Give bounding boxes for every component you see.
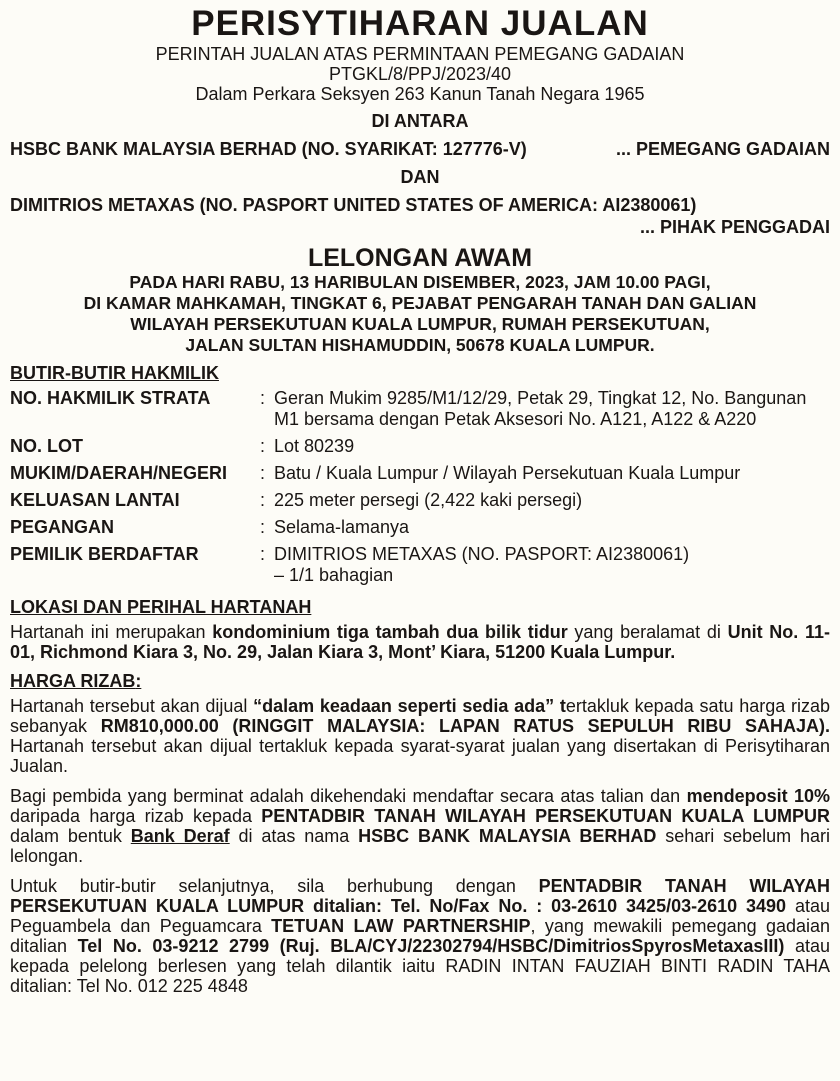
location-heading: LOKASI DAN PERIHAL HARTANAH [10, 597, 312, 617]
location-text: yang beralamat di [567, 622, 728, 642]
detail-colon: : [260, 388, 266, 408]
detail-value-line-1: DIMITRIOS METAXAS (NO. PASPORT: AI2380061) [274, 544, 690, 564]
detail-row [10, 544, 830, 586]
auction-line-3: WILAYAH PERSEKUTUAN KUALA LUMPUR, RUMAH PERSEKUTUAN, [130, 314, 710, 334]
notice-title: PERISYTIHARAN JUALAN [191, 4, 649, 43]
detail-row [10, 388, 830, 430]
contact-text: , yang mewakili pemegang gadaian ditalian [10, 916, 831, 956]
land-office-contact: PENTADBIR TANAH WILAYAH PERSEKUTUAN KUALA LUMPUR ditalian: Tel. No/Fax No. : 03-2610 3425/03-2610 3490 [10, 876, 830, 916]
detail-row [10, 490, 830, 511]
detail-colon: : [260, 517, 266, 537]
detail-value: Lot 80239 [274, 436, 355, 456]
deposit-text: daripada harga rizab kepada [10, 806, 262, 826]
reserve-heading-text: HARGA RIZAB [10, 671, 136, 691]
auction-line-4: JALAN SULTAN HISHAMUDDIN, 50678 KUALA LUMPUR. [185, 335, 655, 355]
reserve-text: Hartanah tersebut akan dijual [10, 696, 254, 716]
detail-colon: : [260, 463, 266, 483]
chargee-role: ... PEMEGANG GADAIAN [615, 139, 830, 159]
detail-row [10, 517, 830, 538]
sale-condition: “dalam keadaan seperti sedia ada” t [253, 696, 566, 716]
location-paragraph [10, 622, 830, 662]
detail-key: KELUASAN LANTAI [10, 490, 180, 510]
contact-paragraph [10, 876, 830, 996]
deposit-text: sehari sebelum hari lelongan. [10, 826, 830, 866]
auctioneer-contact: atau kepada pelelong berlesen yang telah dilantik iaitu RADIN INTAN FAUZIAH BINTI RADIN TAHA ditalian: Tel No. 012 225 4848 [10, 936, 830, 996]
land-administrator: PENTADBIR TANAH WILAYAH PERSEKUTUAN KUALA LUMPUR [261, 806, 831, 826]
payee-bank: HSBC BANK MALAYSIA BERHAD [358, 826, 657, 846]
and-label: DAN [400, 167, 440, 187]
deposit-text: dalam bentuk [10, 826, 131, 846]
detail-row [10, 436, 830, 457]
property-type: kondominium tiga tambah dua bilik tidur [212, 622, 568, 642]
detail-value-line-1: Geran Mukim 9285/M1/12/29, Petak 29, Tingkat 12, No. Bangunan [274, 388, 807, 408]
detail-key: PEMILIK BERDAFTAR [10, 544, 199, 564]
contact-text: Untuk butir-butir selanjutnya, sila berhubung dengan [10, 876, 539, 896]
detail-key: NO. HAKMILIK STRATA [10, 388, 211, 408]
detail-key: PEGANGAN [10, 517, 115, 537]
detail-value: Selama-lamanya [274, 517, 410, 537]
deposit-amount: mendeposit 10% [686, 786, 830, 806]
detail-key: MUKIM/DAERAH/NEGERI [10, 463, 228, 483]
reference-number: PTGKL/8/PPJ/2023/40 [328, 64, 512, 84]
detail-colon: : [260, 490, 266, 510]
location-text: Hartanah ini merupakan [10, 622, 213, 642]
deposit-text: di atas nama [229, 826, 359, 846]
detail-row [10, 463, 830, 484]
chargor-name: DIMITRIOS METAXAS (NO. PASPORT UNITED STATES OF AMERICA: AI2380061) [10, 195, 697, 215]
reserve-text: ertakluk kepada satu harga rizab sebanyak [10, 696, 830, 736]
chargor-role: ... PIHAK PENGGADAI [639, 217, 830, 237]
detail-value [274, 388, 830, 430]
bank-draft: Bank Deraf [130, 826, 230, 846]
auction-line-2: DI KAMAR MAHKAMAH, TINGKAT 6, PEJABAT PENGARAH TANAH DAN GALIAN [83, 293, 757, 313]
detail-value: Batu / Kuala Lumpur / Wilayah Persekutuan Kuala Lumpur [274, 463, 741, 483]
party-chargor [10, 194, 830, 216]
auction-title: LELONGAN AWAM [307, 244, 533, 272]
contact-text: atau Peguambela dan Peguamcara [10, 896, 830, 936]
reserve-heading [10, 670, 830, 692]
detail-colon: : [260, 544, 266, 564]
detail-value-line-2: – 1/1 bahagian [274, 565, 394, 585]
reserve-price: RM810,000.00 (RINGGIT MALAYSIA: LAPAN RATUS SEPULUH RIBU SAHAJA). [100, 716, 830, 736]
law-firm-contact: Tel No. 03-9212 2799 (Ruj. BLA/CYJ/22302794/HSBC/DimitriosSpyrosMetaxasIII) [77, 936, 785, 956]
reserve-paragraph-1 [10, 696, 830, 776]
detail-value [274, 544, 830, 586]
detail-colon: : [260, 436, 266, 456]
title-details-heading: BUTIR-BUTIR HAKMILIK [10, 363, 219, 383]
reserve-paragraph-2 [10, 786, 830, 866]
reserve-heading-colon: : [135, 671, 142, 691]
detail-key: NO. LOT [10, 436, 83, 456]
chargee-name: HSBC BANK MALAYSIA BERHAD (NO. SYARIKAT: 127776-V) [10, 139, 527, 159]
deposit-text: Bagi pembida yang berminat adalah dikehendaki mendaftar secara atas talian dan [10, 786, 687, 806]
legal-section: Dalam Perkara Seksyen 263 Kanun Tanah Negara 1965 [195, 84, 645, 104]
detail-value: 225 meter persegi (2,422 kaki persegi) [274, 490, 583, 510]
property-address: Unit No. 11-01, Richmond Kiara 3, No. 29, Jalan Kiara 3, Mont’ Kiara, 51200 Kuala Lumpur. [10, 622, 830, 662]
between-label: DI ANTARA [371, 111, 469, 131]
detail-value-line-2: M1 bersama dengan Petak Aksesori No. A121, A122 & A220 [274, 409, 757, 429]
reserve-text: Hartanah tersebut akan dijual tertakluk kepada syarat-syarat jualan yang disertakan di Perisytiharan Jualan. [10, 736, 830, 776]
order-line: PERINTAH JUALAN ATAS PERMINTAAN PEMEGANG GADAIAN [155, 44, 685, 64]
party-chargee [10, 138, 830, 160]
notice-page [0, 4, 840, 1081]
law-firm-name: TETUAN LAW PARTNERSHIP [271, 916, 531, 936]
auction-line-1: PADA HARI RABU, 13 HARIBULAN DISEMBER, 2023, JAM 10.00 PAGI, [129, 272, 711, 292]
